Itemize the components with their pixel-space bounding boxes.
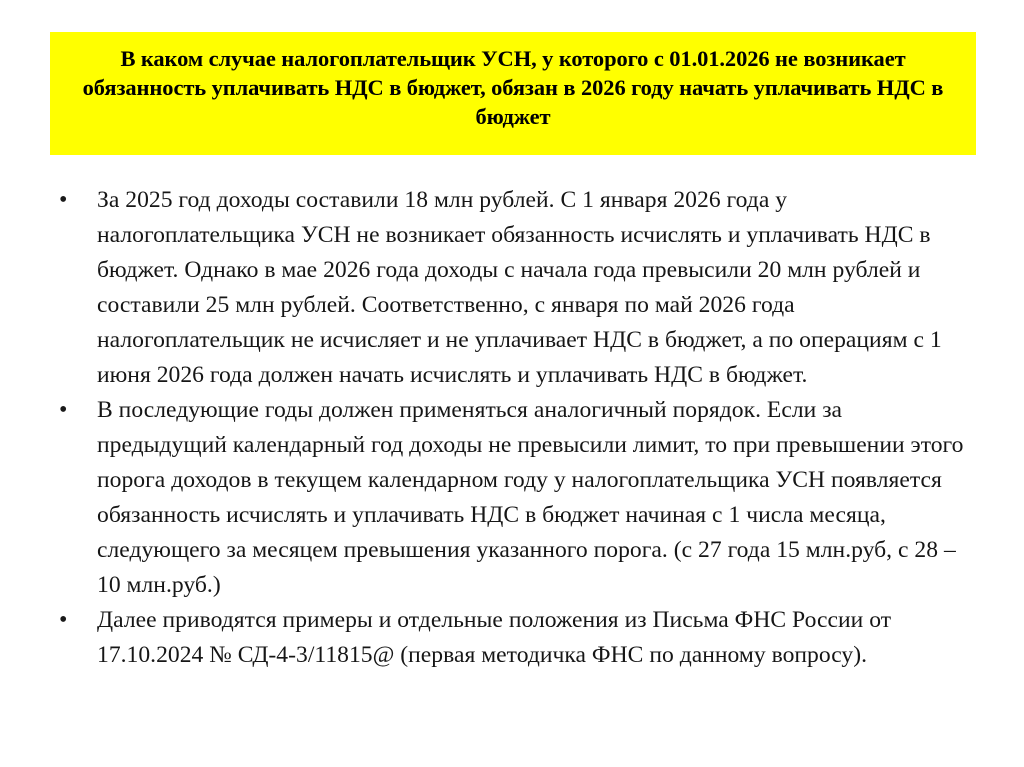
body-content: [52, 183, 976, 673]
list-item: [52, 393, 976, 603]
bullet-icon: •: [59, 187, 68, 213]
bullet-icon: •: [59, 607, 68, 633]
title-banner: [50, 32, 976, 155]
list-item-text: За 2025 год доходы составили 18 млн рублей. С 1 января 2026 года у налогоплательщика УСН не возникает обязанность исчислять и уплачивать НДС в бюджет. Однако в мае 2026 года доходы с начала года превысили 20 млн рублей и составили 25 млн рублей. Соответственно, с января по май 2026 года налогоплательщик не исчисляет и не уплачивает НДС в бюджет, а по операциям с 1 июня 2026 года должен начать исчислять и уплачивать НДС в бюджет.: [97, 187, 942, 388]
page-title: В каком случае налогоплательщик УСН, у которого с 01.01.2026 не возникает обязанность уплачивать НДС в бюджет, обязан в 2026 году начать уплачивать НДС в бюджет: [82, 46, 944, 129]
list-item-text: Далее приводятся примеры и отдельные положения из Письма ФНС России от 17.10.2024 № СД-4-3/11815@ (первая методичка ФНС по данному вопросу).: [97, 607, 892, 668]
bullet-icon: •: [59, 397, 68, 423]
list-item: [52, 183, 976, 393]
list-item: [52, 603, 976, 673]
list-item-text: В последующие годы должен применяться аналогичный порядок. Если за предыдущий календарный год доходы не превысили лимит, то при превышении этого порога доходов в текущем календарном году у налогоплательщика УСН появляется обязанность исчислять и уплачивать НДС в бюджет начиная с 1 числа месяца, следующего за месяцем превышения указанного порога. (с 27 года 15 млн.руб, с 28 – 10 млн.руб.): [97, 397, 964, 598]
